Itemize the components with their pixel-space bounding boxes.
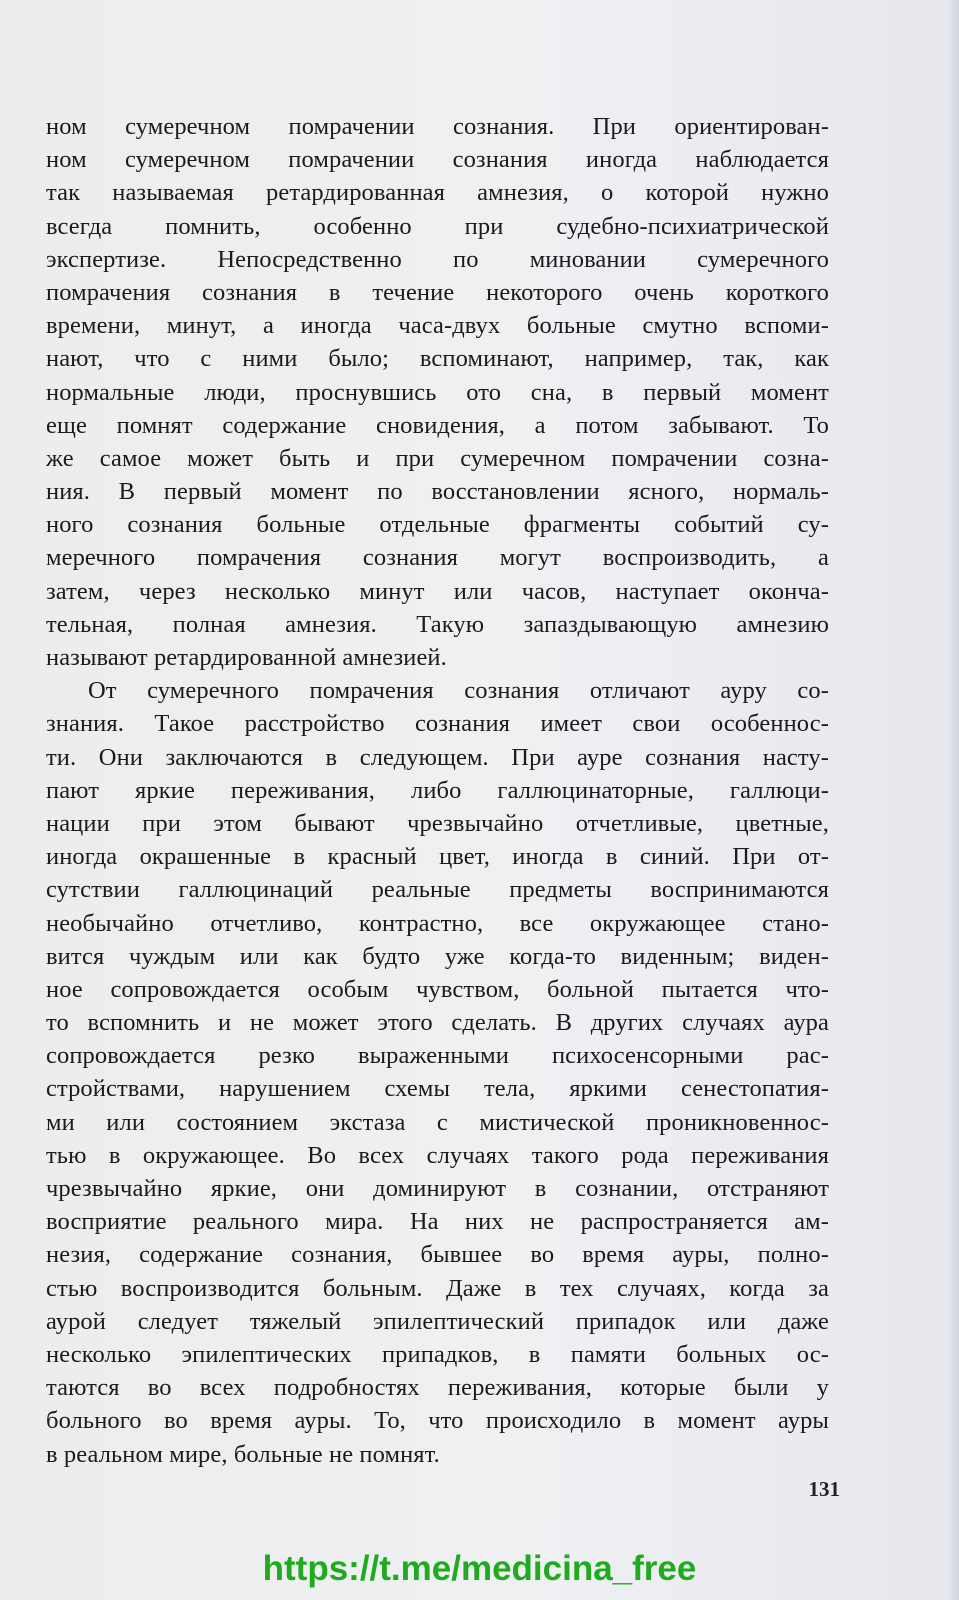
text-line: в реальном мире, больные не помнят. — [46, 1440, 440, 1468]
page-number: 131 — [808, 1477, 840, 1501]
text-line: меречного помрачения сознания могут воспроизводить, а — [46, 544, 829, 572]
text-line: От сумеречного помрачения сознания отличают ауру со- — [88, 677, 829, 705]
text-line: несколько эпилептических припадков, в памяти больных ос- — [46, 1340, 829, 1368]
text-line: аурой следует тяжелый эпилептический припадок или даже — [46, 1307, 829, 1335]
text-line: всегда помнить, особенно при судебно-психиатрической — [46, 212, 829, 240]
text-line: знания. Такое расстройство сознания имеет свои особеннос- — [46, 710, 829, 738]
text-line: ное сопровождается особым чувством, больной пытается что- — [46, 975, 829, 1003]
text-line: стью воспроизводится больным. Даже в тех случаях, когда за — [46, 1274, 829, 1302]
text-line: ном сумеречном помрачении сознания. При ориентирован- — [46, 113, 829, 140]
text-line: же самое может быть и при сумеречном помрачении созна- — [46, 444, 829, 472]
text-line: тью в окружающее. Во всех случаях такого рода переживания — [46, 1141, 829, 1169]
text-line: иногда окрашенные в красный цвет, иногда в синий. При от- — [46, 843, 829, 871]
text-line: необычайно отчетливо, контрастно, все окружающее стано- — [46, 909, 829, 937]
text-line: больного во время ауры. То, что происходило в момент ауры — [46, 1407, 829, 1435]
text-line: то вспомнить и не может этого сделать. В других случаях аура — [46, 1009, 829, 1037]
text-line: ном сумеречном помрачении сознания иногда наблюдается — [46, 146, 829, 174]
paragraph-1 — [46, 110, 829, 674]
text-line: пают яркие переживания, либо галлюцинаторные, галлюци- — [46, 776, 829, 804]
text-line: сопровождается резко выраженными психосенсорными рас- — [46, 1042, 829, 1070]
text-line: так называемая ретардированная амнезия, о которой нужно — [46, 179, 829, 207]
watermark-link[interactable]: https://t.me/medicina_free — [262, 1549, 697, 1588]
text-line: еще помнят содержание сновидения, а потом забывают. То — [46, 411, 829, 439]
text-line: ния. В первый момент по восстановлении ясного, нормаль- — [46, 478, 829, 506]
text-line: называют ретардированной амнезией. — [46, 644, 447, 671]
text-line: восприятие реального мира. На них не распространяется ам- — [46, 1208, 829, 1236]
text-line: нормальные люди, проснувшись ото сна, в первый момент — [46, 378, 829, 406]
page-edge-shadow — [947, 0, 959, 1600]
text-line: нают, что с ними было; вспоминают, например, так, как — [46, 345, 829, 373]
text-line: незия, содержание сознания, бывшее во время ауры, полно- — [46, 1241, 829, 1269]
body-text — [46, 110, 829, 1471]
text-line: таются во всех подробностях переживания, которые были у — [46, 1374, 829, 1402]
text-line: стройствами, нарушением схемы тела, яркими сенестопатия- — [46, 1075, 829, 1103]
text-line: времени, минут, а иногда часа-двух больные смутно вспоми- — [46, 312, 829, 340]
text-line: затем, через несколько минут или часов, наступает оконча- — [46, 577, 829, 605]
text-line: чрезвычайно яркие, они доминируют в сознании, отстраняют — [46, 1175, 829, 1202]
text-line: ного сознания больные отдельные фрагменты событий су- — [46, 511, 829, 539]
text-line: тельная, полная амнезия. Такую запаздывающую амнезию — [46, 610, 829, 638]
text-line: нации при этом бывают чрезвычайно отчетливые, цветные, — [46, 809, 829, 837]
text-line: вится чуждым или как будто уже когда-то виденным; виден- — [46, 942, 829, 970]
text-line: экспертизе. Непосредственно по миновании сумеречного — [46, 245, 829, 273]
text-line: помрачения сознания в течение некоторого очень короткого — [46, 278, 829, 306]
text-line: сутствии галлюцинаций реальные предметы воспринимаются — [46, 876, 829, 904]
text-line: ти. Они заключаются в следующем. При ауре сознания насту- — [46, 743, 829, 771]
text-line: ми или состоянием экстаза с мистической проникновеннос- — [46, 1108, 829, 1136]
paragraph-2 — [46, 674, 829, 1471]
